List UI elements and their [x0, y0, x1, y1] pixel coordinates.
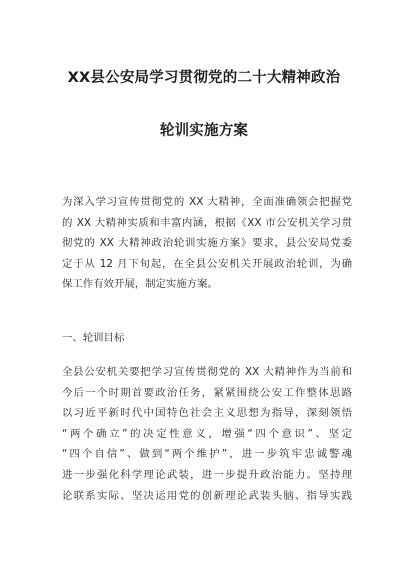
intro-line: 为深入学习宣传贯彻党的 XX 大精神，全面准确领会把握党	[62, 196, 352, 208]
section-1-paragraph	[62, 362, 352, 506]
document-title-line-1: XX县公安局学习贯彻党的二十大精神政治	[67, 70, 341, 86]
section-1-line: 以习近平新时代中国特色社会主义思想为指导，深刻领悟	[62, 407, 352, 420]
intro-line: 保工作有效开展，制定实施方案。	[62, 278, 218, 291]
section-1-line: 全县公安机关要把学习宣传贯彻党的 XX 大精神作为当前和	[62, 366, 352, 378]
intro-line: 定于从 12 月下旬起，在全县公安机关开展政治轮训，为确	[62, 257, 352, 270]
intro-paragraph	[62, 192, 352, 295]
intro-line: 彻党的 XX 大精神政治轮训实施方案》要求，县公安局党委	[62, 237, 352, 250]
document-title-line-2: 轮训实施方案	[159, 123, 249, 139]
section-1-line: 论联系实际、坚决运用党的创新理论武装头脑、指导实践	[62, 489, 352, 502]
section-1-line: 进一步强化科学理论武装，进一步提升政治能力。坚持理	[62, 468, 352, 481]
section-1-line: “四个自信”、做到“两个维护”，进一步筑牢忠诚警魂	[62, 448, 352, 461]
section-1-line: “两个确立”的决定性意义，增强“四个意识”、坚定	[62, 427, 352, 440]
intro-line: 的 XX 大精神实质和丰富内涵，根据《XX 市公安机关学习贯	[62, 216, 352, 229]
section-1-line: 今后一个时期首要政治任务，紧紧围绕公安工作整体思路	[62, 386, 352, 399]
section-heading-training-goals: 一、轮训目标	[62, 332, 125, 344]
